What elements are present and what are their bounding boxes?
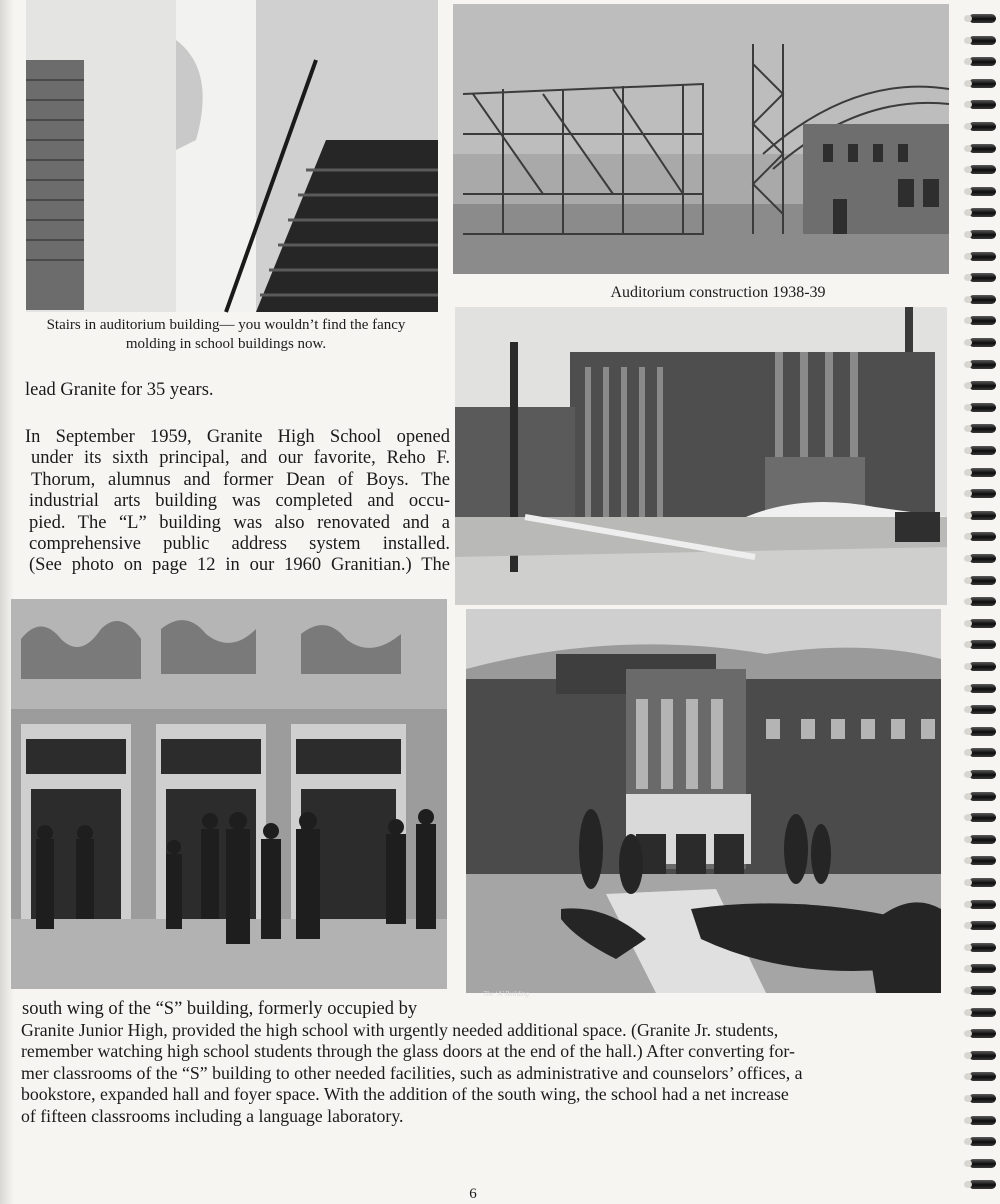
spiral-coil [970, 273, 996, 282]
school-building-photo [455, 307, 947, 605]
spiral-coil [970, 14, 996, 23]
para3-line-5: of fifteen classrooms including a language laboratory. [21, 1105, 404, 1126]
paragraph-september-1959 [25, 427, 450, 577]
spiral-coil [970, 446, 996, 455]
para2-line-1: In September 1959, Granite High School opened [25, 427, 450, 447]
spiral-coil [970, 511, 996, 520]
construction-photo [453, 4, 949, 274]
spiral-coil [970, 900, 996, 909]
spiral-coil [970, 208, 996, 217]
spiral-coil [970, 662, 996, 671]
spiral-coil [970, 381, 996, 390]
spiral-coil [970, 187, 996, 196]
spiral-coil [970, 835, 996, 844]
spiral-coil [970, 230, 996, 239]
spiral-coil [970, 1029, 996, 1038]
para3-line-2: remember watching high school students through the glass doors at the end of the hall.) After converting for- [21, 1041, 795, 1062]
para2-line-5: pied. The “L” building was also renovated and a [29, 512, 450, 533]
spiral-coil [970, 813, 996, 822]
spiral-binding [966, 0, 1000, 1204]
spiral-coil [970, 727, 996, 736]
para3-line-1: Granite Junior High, provided the high school with urgently needed additional space. (Granite Jr. students, [21, 1020, 779, 1040]
spiral-coil [970, 597, 996, 606]
spiral-coil [970, 100, 996, 109]
para3-line-4: bookstore, expanded hall and foyer space. With the addition of the south wing, the school had a net increase [21, 1084, 789, 1105]
students-entrance-photo [11, 599, 447, 989]
spiral-coil [970, 144, 996, 153]
spiral-coil [970, 338, 996, 347]
spiral-coil [970, 57, 996, 66]
spiral-coil [970, 122, 996, 131]
stairs-caption-line-2: molding in school buildings now. [125, 336, 327, 352]
para2-line-3: Thorum, alumnus and former Dean of Boys. The [31, 469, 450, 490]
spiral-coil [970, 252, 996, 261]
spiral-coil [970, 748, 996, 757]
stairs-photo [26, 0, 438, 312]
spiral-coil [970, 1137, 996, 1146]
spiral-coil [970, 316, 996, 325]
spiral-coil [970, 165, 996, 174]
spiral-coil [970, 36, 996, 45]
spiral-coil [970, 640, 996, 649]
spiral-coil [970, 856, 996, 865]
spiral-coil [970, 792, 996, 801]
para2-line-6: comprehensive public address system installed. [29, 534, 450, 555]
spiral-coil [970, 295, 996, 304]
spiral-coil [970, 619, 996, 628]
paragraph-south-wing [21, 1020, 933, 1127]
page-number: 6 [469, 1186, 477, 1202]
construction-caption: Auditorium construction 1938-39 [610, 284, 826, 301]
spiral-coil [970, 1180, 996, 1189]
spiral-coil [970, 468, 996, 477]
spiral-coil [970, 1072, 996, 1081]
spiral-coil [970, 424, 996, 433]
intro-text: lead Granite for 35 years. [25, 380, 214, 400]
spiral-coil [970, 705, 996, 714]
para2-line-7: (See photo on page 12 in our 1960 Granitian.) The [29, 555, 450, 576]
spiral-coil [970, 964, 996, 973]
stairs-caption-line-1: Stairs in auditorium building— you wouldn’t find the fancy [46, 317, 406, 333]
spiral-coil [970, 532, 996, 541]
a-building-caption: The ‘A’ Building [483, 990, 530, 998]
spiral-coil [970, 1159, 996, 1168]
text-line-intro [25, 380, 214, 401]
spiral-coil [970, 878, 996, 887]
spiral-coil [970, 576, 996, 585]
a-building-photo [466, 609, 941, 998]
para2-line-2: under its sixth principal, and our favorite, Reho F. [31, 448, 450, 469]
para2-line-4: industrial arts building was completed and occu- [29, 491, 450, 512]
text-line-south-wing [22, 999, 417, 1020]
spiral-coil [970, 360, 996, 369]
spiral-coil [970, 79, 996, 88]
spiral-coil [970, 403, 996, 412]
spiral-coil [970, 1094, 996, 1103]
stairs-caption [20, 316, 432, 354]
spiral-coil [970, 1008, 996, 1017]
spiral-coil [970, 770, 996, 779]
spiral-coil [970, 1116, 996, 1125]
spiral-coil [970, 684, 996, 693]
south-wing-text: south wing of the “S” building, formerly occupied by [22, 999, 418, 1019]
spiral-coil [970, 986, 996, 995]
spiral-coil [970, 921, 996, 930]
spiral-coil [970, 943, 996, 952]
spiral-coil [970, 489, 996, 498]
spiral-coil [970, 1051, 996, 1060]
para3-line-3: mer classrooms of the “S” building to other needed facilities, such as administrative and counselors’ offices, a [21, 1062, 803, 1083]
spiral-coil [970, 554, 996, 563]
